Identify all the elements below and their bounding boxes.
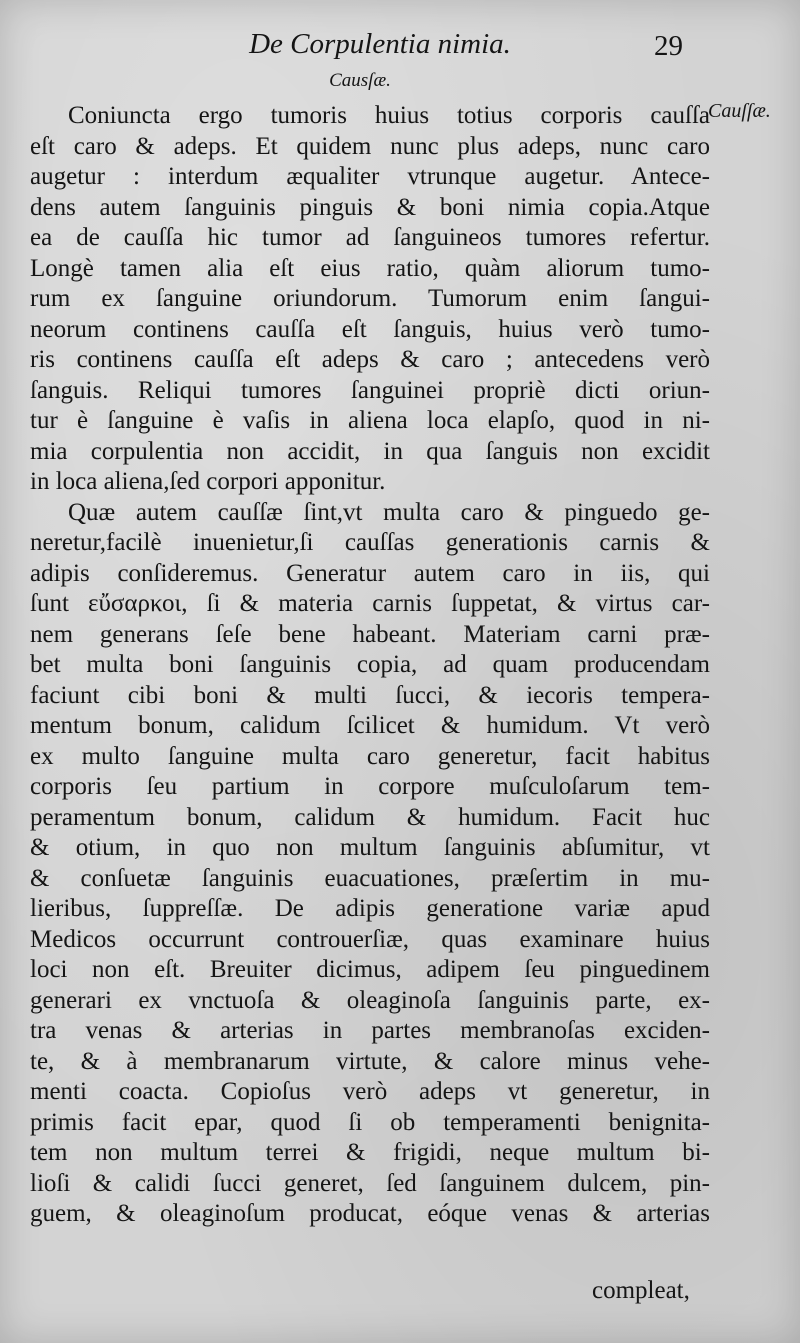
text-line: mentum bonum, calidum ſcilicet & humidum. Vt verò [30, 712, 710, 739]
text-line: nem generans ſeſe bene habeant. Materiam carni præ- [30, 620, 710, 648]
text-line: lieribus, ſuppreſſæ. De adipis generatione variæ apud [30, 895, 710, 922]
text-line: ſunt εὔσαρκοι, ſi & materia carnis ſuppetat, & virtus car- [30, 590, 710, 617]
text-line: menti coacta. Copioſus verò adeps vt generetur, in [30, 1078, 710, 1105]
text-line: & conſuetæ ſanguinis euacuationes, præſertim in mu- [30, 864, 710, 892]
text-line: Medicos occurrunt controuerſiæ, quas examinare huius [30, 925, 710, 953]
text-line: Longè tamen alia eſt eius ratio, quàm aliorum tumo- [30, 254, 710, 282]
text-line: neretur,facilè inuenietur,ſi cauſſas generationis carnis & [30, 529, 710, 556]
text-line: Quæ autem cauſſæ ſint,vt multa caro & pinguedo ge- [68, 498, 710, 526]
page-number: 29 [654, 30, 683, 62]
text-line: in loca aliena,ſed corpori apponitur. [30, 468, 386, 495]
section-subheading: Causſæ. [329, 70, 391, 91]
text-line: tur è ſanguine è vaſis in aliena loca elapſo, quod in ni- [30, 407, 710, 434]
text-line: tem non multum terrei & frigidi, neque multum bi- [30, 1139, 710, 1166]
text-line: tra venas & arterias in partes membranoſas exciden- [30, 1017, 710, 1044]
text-line: mia corpulentia non accidit, in qua ſanguis non excidit [30, 437, 710, 465]
text-line: ris continens cauſſa eſt adeps & caro ; antecedens verò [30, 346, 710, 373]
text-line: loci non eſt. Breuiter dicimus, adipem ſeu pinguedinem [30, 956, 710, 983]
text-line: guem, & oleaginoſum producat, eóque venas & arterias [30, 1200, 710, 1227]
text-line: ex multo ſanguine multa caro generetur, facit habitus [30, 742, 710, 770]
text-line: te, & à membranarum virtute, & calore minus vehe- [30, 1047, 710, 1075]
catchword: compleat, [592, 1277, 690, 1304]
text-line: & otium, in quo non multum ſanguinis abſumitur, vt [30, 834, 710, 861]
text-line: dens autem ſanguinis pinguis & boni nimia copia.Atque [30, 193, 710, 221]
body-text [30, 101, 710, 1230]
text-line: augetur : interdum æqualiter vtrunque augetur. Antece- [30, 163, 710, 190]
text-line: lioſi & calidi ſucci generet, ſed ſanguinem dulcem, pin- [30, 1169, 710, 1197]
text-line: bet multa boni ſanguinis copia, ad quam producendam [30, 651, 710, 678]
text-line: adipis conſideremus. Generatur autem caro in iis, qui [30, 559, 710, 587]
text-line: primis facit epar, quod ſi ob temperamenti benignita- [30, 1108, 710, 1136]
text-line: corporis ſeu partium in corpore muſculoſarum tem- [30, 773, 710, 800]
text-line: generari ex vnctuoſa & oleaginoſa ſanguinis parte, ex- [30, 986, 710, 1014]
margin-note: Cauſſæ. [708, 100, 771, 122]
running-title: De Corpulentia nimia. [249, 28, 511, 60]
text-line: ea de cauſſa hic tumor ad ſanguineos tumores refertur. [30, 224, 710, 251]
text-line: rum ex ſanguine oriundorum. Tumorum enim ſangui- [30, 285, 710, 312]
text-line: eſt caro & adeps. Et quidem nunc plus adeps, nunc caro [30, 132, 710, 160]
text-line: faciunt cibi boni & multi ſucci, & iecoris tempera- [30, 681, 710, 709]
text-line: neorum continens cauſſa eſt ſanguis, huius verò tumo- [30, 315, 710, 343]
text-line: peramentum bonum, calidum & humidum. Facit huc [30, 803, 710, 831]
text-line: ſanguis. Reliqui tumores ſanguinei propriè dicti oriun- [30, 376, 710, 404]
text-line: Coniuncta ergo tumoris huius totius corporis cauſſa [68, 102, 710, 129]
